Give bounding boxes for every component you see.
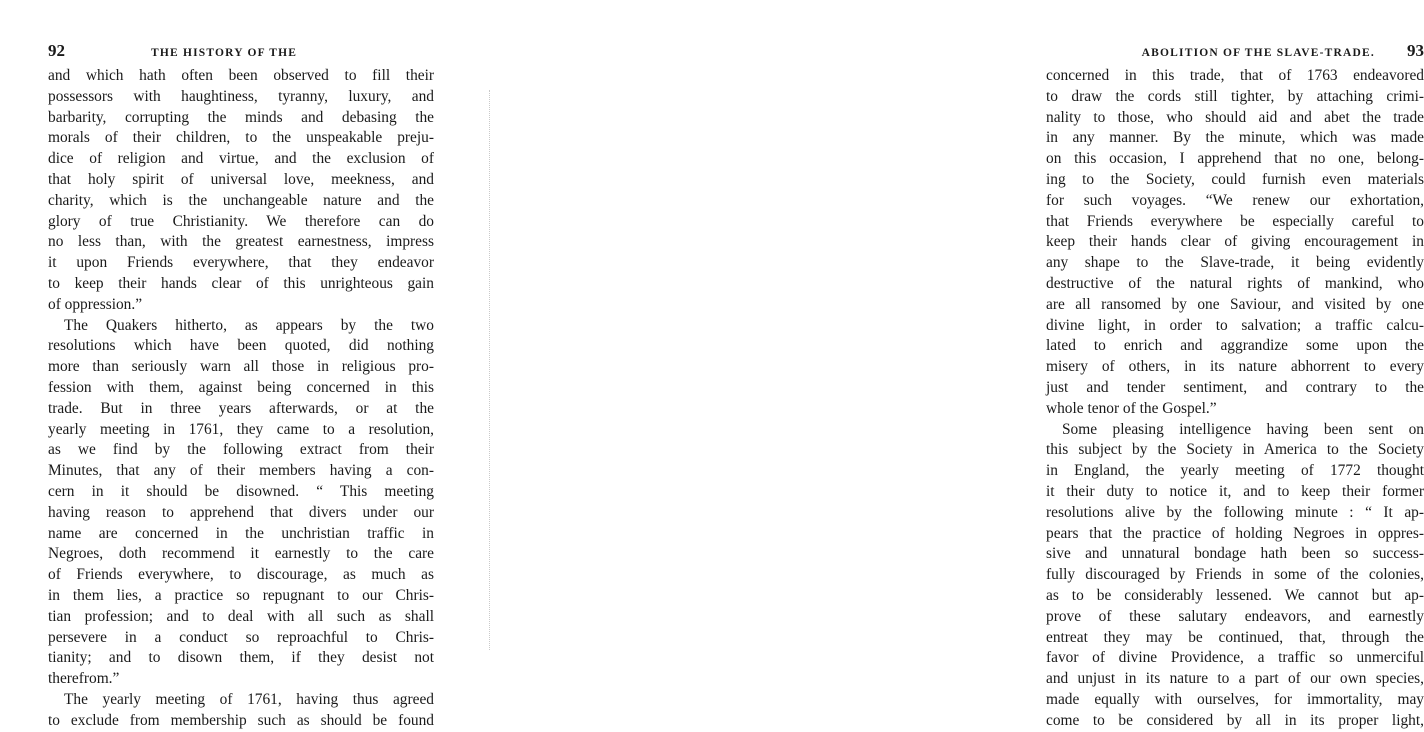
text-line: morals of their children, to the unspeakable preju- xyxy=(48,129,434,147)
text-line: any shape to the Slave-trade, it being evidently xyxy=(1046,254,1424,272)
text-line: favor of divine Providence, a traffic so unmerciful xyxy=(1046,649,1424,667)
text-line: more than seriously warn all those in religious pro- xyxy=(48,358,434,376)
text-line: having reason to apprehend that divers under our xyxy=(48,503,434,521)
right-page-number: 93 xyxy=(1407,41,1424,60)
text-line: pears that the practice of holding Negroes in oppres- xyxy=(1046,524,1424,542)
text-line: are all ransomed by one Saviour, and visited by one xyxy=(1046,295,1424,313)
text-line: fession with them, against being concerned in this xyxy=(48,378,434,396)
text-line: dice of religion and virtue, and the exclusion of xyxy=(48,150,434,168)
text-line: destructive of the natural rights of mankind, who xyxy=(1046,274,1424,292)
right-page-header xyxy=(1046,41,1424,63)
text-line: in England, the yearly meeting of 1772 thought xyxy=(1046,462,1424,480)
text-line: that holy spirit of universal love, meekness, and xyxy=(48,170,434,188)
left-page xyxy=(0,0,490,730)
text-line: ing to the Society, could furnish even materials xyxy=(1046,170,1424,188)
left-page-header xyxy=(48,41,434,63)
text-line: in them lies, a practice so repugnant to our Chris- xyxy=(48,586,434,604)
text-line: barbarity, corrupting the minds and debasing the xyxy=(48,108,434,126)
text-line: tianity; and to disown them, if they desist not xyxy=(48,649,434,667)
text-line: therefrom.” xyxy=(48,670,120,688)
text-line: that Friends everywhere be especially careful to xyxy=(1046,212,1424,230)
text-line: and which hath often been observed to fill their xyxy=(48,67,434,84)
left-page-text xyxy=(48,66,434,732)
text-line: sive and unnatural bondage hath been so success- xyxy=(1046,545,1424,563)
text-line: it upon Friends everywhere, that they endeavor xyxy=(48,254,434,272)
text-line: tian profession; and to deal with all such as shall xyxy=(48,607,434,625)
text-line: The yearly meeting of 1761, having thus agreed xyxy=(64,690,434,708)
right-page xyxy=(490,0,1424,730)
text-line: to exclude from membership such as should be found xyxy=(48,711,434,729)
text-line: come to be considered by all in its proper light, xyxy=(1046,711,1424,729)
text-line: persevere in a conduct so reproachful to Chris- xyxy=(48,628,434,646)
text-line: fully discouraged by Friends in some of the colonies, xyxy=(1046,566,1424,584)
right-running-head: ABOLITION OF THE SLAVE-TRADE. xyxy=(1141,47,1375,59)
text-line: resolutions which have been quoted, did nothing xyxy=(48,337,434,355)
right-page-text xyxy=(1046,66,1424,732)
text-line: and unjust in its nature to a part of our own species, xyxy=(1046,670,1424,688)
text-line: misery of others, in its nature abhorrent to every xyxy=(1046,358,1424,376)
text-line: cern in it should be disowned. “ This meeting xyxy=(48,482,434,500)
left-running-head: THE HISTORY OF THE xyxy=(151,47,298,59)
text-line: it their duty to notice it, and to keep their former xyxy=(1046,482,1424,500)
text-line: this subject by the Society in America to the Society xyxy=(1046,441,1424,459)
text-line: Some pleasing intelligence having been sent on xyxy=(1062,420,1424,438)
text-line: no less than, with the greatest earnestness, impress xyxy=(48,233,434,251)
text-line: name are concerned in the unchristian traffic in xyxy=(48,524,434,542)
text-line: to draw the cords still tighter, by attaching crimi- xyxy=(1046,87,1424,105)
text-line: as we find by the following extract from their xyxy=(48,441,434,459)
text-line: divine light, in order to salvation; a traffic calcu- xyxy=(1046,316,1424,334)
text-line: just and tender sentiment, and contrary to the xyxy=(1046,378,1424,396)
text-line: entreat they may be continued, that, through the xyxy=(1046,628,1424,646)
text-line: of oppression.” xyxy=(48,295,143,313)
text-line: for such voyages. “We renew our exhortation, xyxy=(1046,191,1424,209)
text-line: on this occasion, I apprehend that no one, belong- xyxy=(1046,150,1424,168)
left-page-number: 92 xyxy=(48,41,65,60)
text-line: Minutes, that any of their members having a con- xyxy=(48,462,434,480)
text-line: possessors with haughtiness, tyranny, luxury, and xyxy=(48,87,434,105)
text-line: Negroes, doth recommend it earnestly to the care xyxy=(48,545,434,563)
text-line: trade. But in three years afterwards, or at the xyxy=(48,399,434,417)
text-line: to keep their hands clear of this unrighteous gain xyxy=(48,274,434,292)
text-line: The Quakers hitherto, as appears by the two xyxy=(64,316,434,334)
text-line: yearly meeting in 1761, they came to a resolution, xyxy=(48,420,434,438)
text-line: glory of true Christianity. We therefore can do xyxy=(48,212,434,230)
text-line: as to be considerably lessened. We cannot but ap- xyxy=(1046,586,1424,604)
text-line: in any manner. By the minute, which was made xyxy=(1046,129,1424,147)
text-line: of Friends everywhere, to discourage, as much as xyxy=(48,566,434,584)
text-line: concerned in this trade, that of 1763 endeavored xyxy=(1046,67,1424,84)
text-line: keep their hands clear of giving encouragement in xyxy=(1046,233,1424,251)
text-line: charity, which is the unchangeable nature and the xyxy=(48,191,434,209)
text-line: prove of these salutary endeavors, and earnestly xyxy=(1046,607,1424,625)
text-line: made equally with ourselves, for immortality, may xyxy=(1046,690,1424,708)
text-line: resolutions alive by the following minute : “ It ap- xyxy=(1046,503,1424,521)
text-line: lated to enrich and aggrandize some upon the xyxy=(1046,337,1424,355)
text-line: nality to those, who should aid and abet the trade xyxy=(1046,108,1424,126)
text-line: whole tenor of the Gospel.” xyxy=(1046,399,1217,417)
